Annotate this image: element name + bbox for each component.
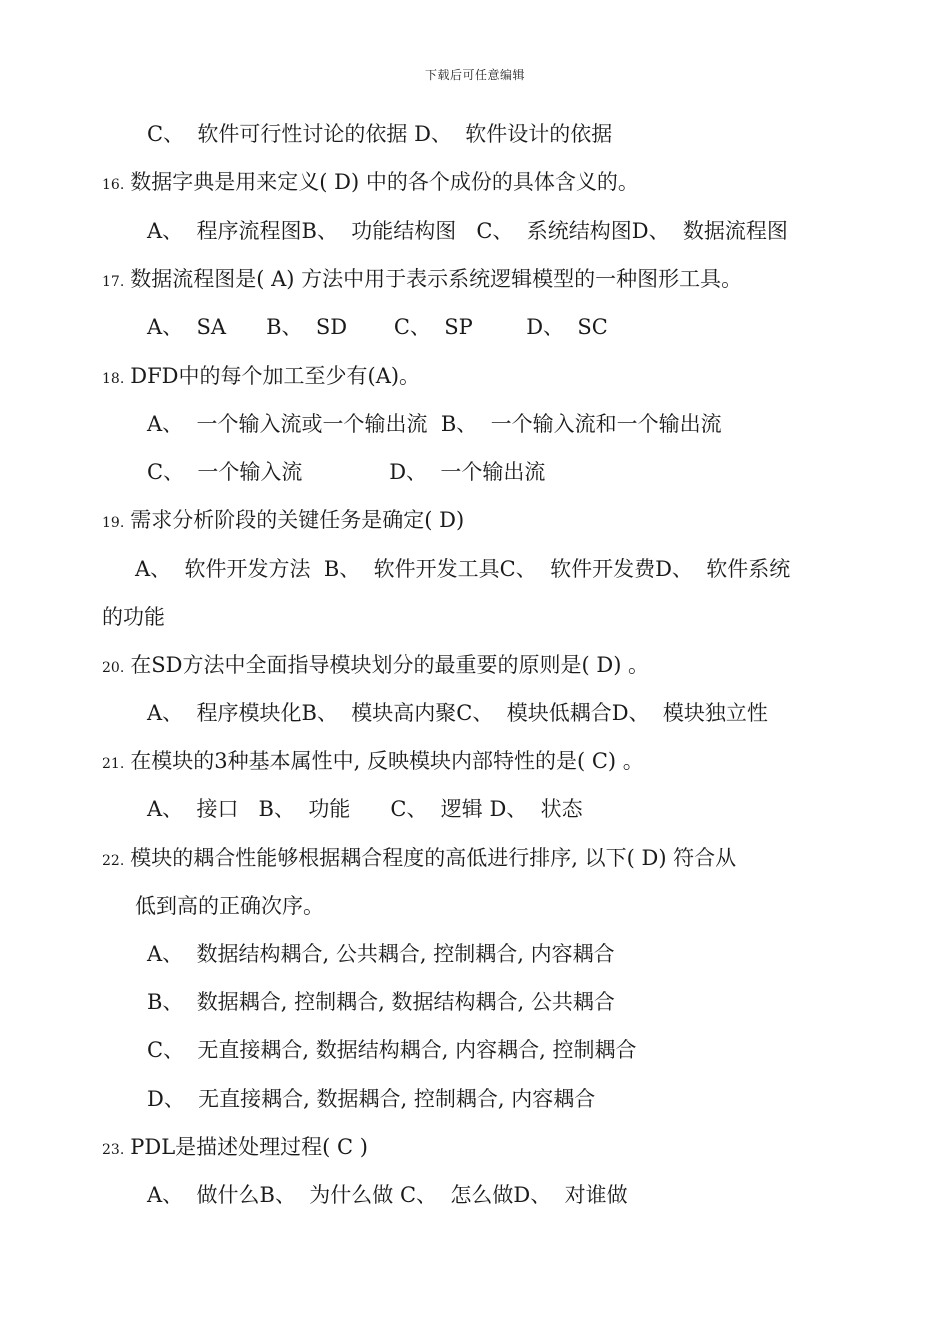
line-text: C、 一个输入流 D、 一个输出流 [147, 460, 546, 484]
line-text: A、 做什么B、 为什么做 C、 怎么做D、 对谁做 [147, 1183, 628, 1207]
options-18-cd [147, 462, 545, 483]
question-text: DFD中的每个加工至少有(A)。 [130, 364, 421, 388]
question-22-cont [135, 896, 324, 917]
line-text: C、 软件可行性讨论的依据 D、 软件设计的依据 [147, 122, 613, 146]
question-text: 模块的耦合性能够根据耦合程度的高低进行排序, 以下( D) 符合从 [130, 846, 737, 870]
options-21 [147, 799, 583, 820]
line-text: A、 软件开发方法 B、 软件开发工具C、 软件开发费D、 软件系统 [135, 557, 791, 581]
question-23 [102, 1137, 368, 1158]
question-number: 19. [102, 515, 125, 531]
page-header: 下载后可任意编辑 [424, 68, 525, 82]
question-20 [102, 655, 649, 676]
line-text: D、 无直接耦合, 数据耦合, 控制耦合, 内容耦合 [147, 1087, 596, 1111]
question-number: 20. [102, 660, 125, 676]
question-number: 22. [102, 853, 125, 869]
question-text: 数据流程图是( A) 方法中用于表示系统逻辑模型的一种图形工具。 [130, 267, 743, 291]
question-19 [102, 510, 464, 531]
question-text: 数据字典是用来定义( D) 中的各个成份的具体含义的。 [130, 170, 639, 194]
question-number: 17. [102, 274, 125, 290]
question-21 [102, 751, 644, 772]
line-text: A、 程序流程图B、 功能结构图 C、 系统结构图D、 数据流程图 [147, 219, 788, 243]
line-text: 低到高的正确次序。 [135, 894, 324, 918]
line-text: 的功能 [102, 605, 165, 629]
question-16 [102, 172, 639, 193]
options-18-ab [147, 414, 722, 435]
options-16 [147, 221, 788, 242]
question-18 [102, 366, 420, 387]
option-22-d [147, 1089, 595, 1110]
line-text: A、 数据结构耦合, 公共耦合, 控制耦合, 内容耦合 [147, 942, 615, 966]
question-text: 在模块的3种基本属性中, 反映模块内部特性的是( C) 。 [130, 749, 644, 773]
line-text: A、 一个输入流或一个输出流 B、 一个输入流和一个输出流 [147, 412, 722, 436]
line-text: A、 SA B、 SD C、 SP D、 SC [147, 315, 608, 339]
options-23 [147, 1185, 628, 1206]
question-number: 16. [102, 177, 125, 193]
question-text: PDL是描述处理过程( C ) [130, 1135, 368, 1159]
question-17 [102, 269, 742, 290]
text-line [147, 124, 612, 145]
options-17 [147, 317, 608, 338]
question-text: 需求分析阶段的关键任务是确定( D) [130, 508, 465, 532]
options-19-cont [102, 607, 165, 628]
question-text: 在SD方法中全面指导模块划分的最重要的原则是( D) 。 [130, 653, 650, 677]
options-20 [147, 703, 768, 724]
question-number: 18. [102, 371, 125, 387]
line-text: A、 接口 B、 功能 C、 逻辑 D、 状态 [147, 797, 583, 821]
line-text: A、 程序模块化B、 模块高内聚C、 模块低耦合D、 模块独立性 [147, 701, 768, 725]
line-text: B、 数据耦合, 控制耦合, 数据结构耦合, 公共耦合 [147, 990, 615, 1014]
question-22 [102, 848, 736, 869]
option-22-c [147, 1040, 636, 1061]
options-19 [135, 559, 790, 580]
option-22-a [147, 944, 615, 965]
question-number: 21. [102, 756, 125, 772]
question-number: 23. [102, 1142, 125, 1158]
option-22-b [147, 992, 615, 1013]
line-text: C、 无直接耦合, 数据结构耦合, 内容耦合, 控制耦合 [147, 1038, 637, 1062]
